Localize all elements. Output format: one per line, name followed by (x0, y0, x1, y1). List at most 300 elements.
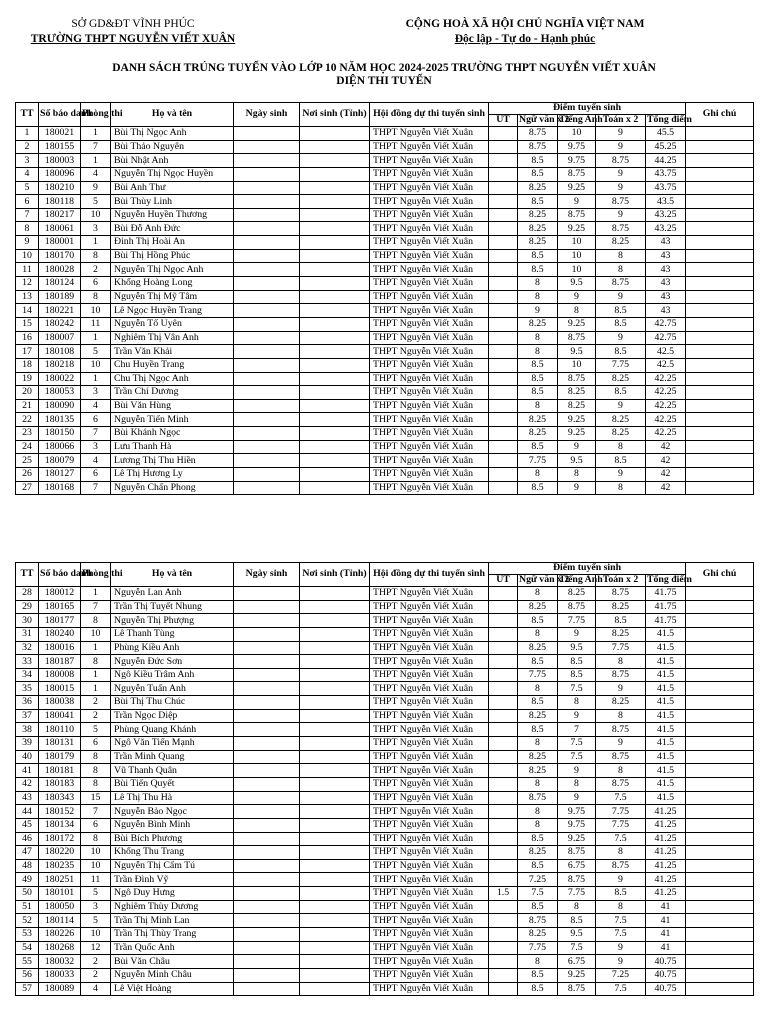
cell-ngaysinh (234, 709, 300, 723)
cell-sbd: 180061 (39, 222, 81, 236)
cell-sbd: 180251 (39, 873, 81, 887)
cell-ut (489, 317, 518, 331)
country-name: CỘNG HOÀ XÃ HỘI CHỦ NGHĨA VIỆT NAM (405, 18, 645, 30)
cell-tong: 45.5 (646, 127, 686, 141)
cell-sbd: 180118 (39, 195, 81, 209)
cell-tt: 19 (16, 372, 39, 386)
cell-toan: 8.75 (596, 668, 646, 682)
cell-phong: 5 (81, 195, 111, 209)
cell-noisinh (300, 696, 370, 710)
cell-hoten: Nguyễn Bình Minh (111, 818, 234, 832)
cell-anh: 6.75 (558, 859, 596, 873)
cell-tong: 44.25 (646, 154, 686, 168)
cell-van: 8 (518, 818, 558, 832)
cell-van: 8.5 (518, 900, 558, 914)
cell-ngaysinh (234, 440, 300, 454)
cell-toan: 8 (596, 846, 646, 860)
cell-tong: 43.75 (646, 181, 686, 195)
cell-ut (489, 454, 518, 468)
cell-ngaysinh (234, 222, 300, 236)
cell-van: 8.5 (518, 968, 558, 982)
cell-ut (489, 140, 518, 154)
cell-hoidong: THPT Nguyễn Viết Xuân (370, 668, 489, 682)
cell-anh: 10 (558, 358, 596, 372)
cell-van: 8.5 (518, 167, 558, 181)
cell-anh: 8.5 (558, 668, 596, 682)
cell-sbd: 180268 (39, 941, 81, 955)
table-row (16, 900, 754, 914)
cell-toan: 8.5 (596, 317, 646, 331)
cell-tong: 41 (646, 941, 686, 955)
cell-sbd: 180066 (39, 440, 81, 454)
cell-tt: 26 (16, 468, 39, 482)
cell-ut (489, 928, 518, 942)
cell-tong: 43 (646, 249, 686, 263)
cell-van: 8.75 (518, 914, 558, 928)
cell-ngaysinh (234, 968, 300, 982)
cell-toan: 8 (596, 481, 646, 495)
cell-tt: 45 (16, 818, 39, 832)
cell-sbd: 180155 (39, 140, 81, 154)
cell-hoidong: THPT Nguyễn Viết Xuân (370, 358, 489, 372)
cell-tong: 42.25 (646, 399, 686, 413)
cell-anh: 9.25 (558, 968, 596, 982)
cell-ut (489, 345, 518, 359)
cell-hoten: Khổng Hoàng Long (111, 277, 234, 291)
cell-toan: 9 (596, 399, 646, 413)
cell-toan: 8.5 (596, 614, 646, 628)
cell-ghichu (686, 358, 754, 372)
cell-phong: 3 (81, 386, 111, 400)
cell-hoidong: THPT Nguyễn Viết Xuân (370, 791, 489, 805)
cell-hoten: Chu Thị Ngọc Anh (111, 372, 234, 386)
cell-anh: 9.5 (558, 345, 596, 359)
cell-toan: 8 (596, 263, 646, 277)
cell-van: 8.5 (518, 481, 558, 495)
cell-hoidong: THPT Nguyễn Viết Xuân (370, 805, 489, 819)
cell-tt: 2 (16, 140, 39, 154)
cell-van: 8.5 (518, 696, 558, 710)
cell-hoten: Chu Huyền Trang (111, 358, 234, 372)
cell-hoten: Bùi Thị Ngọc Anh (111, 127, 234, 141)
cell-van: 8 (518, 331, 558, 345)
cell-noisinh (300, 127, 370, 141)
cell-sbd: 180028 (39, 263, 81, 277)
cell-ghichu (686, 682, 754, 696)
cell-hoten: Khổng Thu Trang (111, 846, 234, 860)
cell-anh: 7.5 (558, 737, 596, 751)
cell-ghichu (686, 750, 754, 764)
cell-tong: 43 (646, 263, 686, 277)
col-ut: UT (489, 115, 518, 127)
cell-hoidong: THPT Nguyễn Viết Xuân (370, 682, 489, 696)
cell-hoten: Lê Thị Thu Hà (111, 791, 234, 805)
cell-ut (489, 791, 518, 805)
table-row (16, 614, 754, 628)
cell-ut (489, 277, 518, 291)
cell-ngaysinh (234, 372, 300, 386)
cell-noisinh (300, 737, 370, 751)
cell-phong: 5 (81, 887, 111, 901)
cell-van: 8.25 (518, 236, 558, 250)
cell-van: 8.25 (518, 600, 558, 614)
cell-hoidong: THPT Nguyễn Viết Xuân (370, 928, 489, 942)
table-row (16, 723, 754, 737)
cell-ghichu (686, 764, 754, 778)
cell-toan: 8 (596, 440, 646, 454)
cell-phong: 7 (81, 140, 111, 154)
cell-tt: 24 (16, 440, 39, 454)
cell-sbd: 180183 (39, 777, 81, 791)
cell-noisinh (300, 222, 370, 236)
cell-sbd: 180079 (39, 454, 81, 468)
cell-ut (489, 195, 518, 209)
cell-phong: 8 (81, 832, 111, 846)
cell-ngaysinh (234, 641, 300, 655)
cell-hoidong: THPT Nguyễn Viết Xuân (370, 859, 489, 873)
table-row (16, 263, 754, 277)
cell-ghichu (686, 955, 754, 969)
cell-sbd: 180172 (39, 832, 81, 846)
cell-van: 8.5 (518, 832, 558, 846)
col-van: Ngữ văn x 2 (519, 114, 570, 126)
cell-tt: 51 (16, 900, 39, 914)
cell-van: 8 (518, 737, 558, 751)
cell-van: 8.5 (518, 195, 558, 209)
cell-hoten: Trần Thị Thùy Trang (111, 928, 234, 942)
cell-tong: 42.25 (646, 372, 686, 386)
cell-ut (489, 859, 518, 873)
cell-phong: 6 (81, 737, 111, 751)
cell-noisinh (300, 764, 370, 778)
cell-tong: 41.5 (646, 709, 686, 723)
cell-sbd: 180053 (39, 386, 81, 400)
cell-tt: 4 (16, 167, 39, 181)
cell-sbd: 180003 (39, 154, 81, 168)
cell-ut (489, 614, 518, 628)
cell-sbd: 180220 (39, 846, 81, 860)
cell-toan: 7.5 (596, 791, 646, 805)
cell-phong: 3 (81, 440, 111, 454)
cell-tong: 41.5 (646, 641, 686, 655)
cell-sbd: 180110 (39, 723, 81, 737)
col-anh: Tiếng Anh (559, 574, 603, 586)
cell-ngaysinh (234, 427, 300, 441)
cell-ut (489, 941, 518, 955)
cell-hoidong: THPT Nguyễn Viết Xuân (370, 641, 489, 655)
cell-noisinh (300, 627, 370, 641)
col-phong: Phòng thi (81, 563, 111, 587)
col-toan: Toán x 2 (596, 115, 646, 127)
cell-ut (489, 331, 518, 345)
cell-toan: 9 (596, 181, 646, 195)
cell-ngaysinh (234, 955, 300, 969)
cell-toan: 9 (596, 955, 646, 969)
cell-hoidong: THPT Nguyễn Viết Xuân (370, 696, 489, 710)
cell-hoidong: THPT Nguyễn Viết Xuân (370, 750, 489, 764)
cell-tt: 17 (16, 345, 39, 359)
cell-noisinh (300, 982, 370, 996)
table-row (16, 468, 754, 482)
cell-noisinh (300, 846, 370, 860)
cell-phong: 3 (81, 900, 111, 914)
cell-sbd: 180187 (39, 655, 81, 669)
cell-tong: 41.25 (646, 887, 686, 901)
cell-anh: 9.75 (558, 805, 596, 819)
cell-ngaysinh (234, 900, 300, 914)
cell-hoten: Lê Thanh Tùng (111, 627, 234, 641)
cell-tt: 18 (16, 358, 39, 372)
cell-phong: 4 (81, 454, 111, 468)
cell-phong: 9 (81, 181, 111, 195)
cell-noisinh (300, 777, 370, 791)
table-row (16, 846, 754, 860)
cell-ngaysinh (234, 195, 300, 209)
cell-ngaysinh (234, 737, 300, 751)
cell-phong: 1 (81, 236, 111, 250)
cell-hoidong: THPT Nguyễn Viết Xuân (370, 154, 489, 168)
cell-tt: 21 (16, 399, 39, 413)
cell-phong: 6 (81, 277, 111, 291)
cell-ghichu (686, 928, 754, 942)
cell-ut: 1.5 (489, 887, 518, 901)
cell-hoten: Ngô Duy Hưng (111, 887, 234, 901)
cell-tong: 40.75 (646, 968, 686, 982)
cell-ngaysinh (234, 413, 300, 427)
cell-ngaysinh (234, 655, 300, 669)
cell-toan: 7.5 (596, 982, 646, 996)
cell-tong: 43 (646, 304, 686, 318)
cell-ut (489, 386, 518, 400)
cell-anh: 8.75 (558, 982, 596, 996)
cell-ngaysinh (234, 127, 300, 141)
cell-hoten: Vũ Thanh Quân (111, 764, 234, 778)
cell-tong: 41.5 (646, 668, 686, 682)
cell-anh: 9 (558, 627, 596, 641)
cell-sbd: 180015 (39, 682, 81, 696)
cell-tt: 57 (16, 982, 39, 996)
cell-tt: 14 (16, 304, 39, 318)
cell-noisinh (300, 304, 370, 318)
cell-van: 8.25 (518, 208, 558, 222)
cell-ut (489, 358, 518, 372)
cell-tong: 43.25 (646, 208, 686, 222)
cell-noisinh (300, 263, 370, 277)
cell-tong: 41.25 (646, 873, 686, 887)
cell-ghichu (686, 982, 754, 996)
cell-anh: 8 (558, 696, 596, 710)
cell-ngaysinh (234, 668, 300, 682)
cell-ghichu (686, 236, 754, 250)
cell-phong: 7 (81, 427, 111, 441)
cell-tt: 48 (16, 859, 39, 873)
cell-ut (489, 846, 518, 860)
cell-tt: 9 (16, 236, 39, 250)
admission-table-1 (15, 102, 754, 495)
cell-anh: 10 (558, 249, 596, 263)
cell-toan: 7.5 (596, 928, 646, 942)
cell-phong: 1 (81, 154, 111, 168)
table-row (16, 600, 754, 614)
cell-ut (489, 481, 518, 495)
cell-toan: 9 (596, 127, 646, 141)
cell-tt: 47 (16, 846, 39, 860)
cell-phong: 12 (81, 941, 111, 955)
cell-ut (489, 723, 518, 737)
cell-ngaysinh (234, 723, 300, 737)
cell-sbd: 180124 (39, 277, 81, 291)
col-ut: UT (489, 575, 518, 587)
table-row (16, 668, 754, 682)
cell-phong: 5 (81, 723, 111, 737)
cell-ghichu (686, 805, 754, 819)
cell-sbd: 180101 (39, 887, 81, 901)
table-row (16, 222, 754, 236)
cell-van: 8.25 (518, 764, 558, 778)
cell-anh: 7.75 (558, 614, 596, 628)
cell-ghichu (686, 249, 754, 263)
cell-ngaysinh (234, 331, 300, 345)
cell-hoten: Ngô Văn Tiến Mạnh (111, 737, 234, 751)
cell-sbd: 180240 (39, 627, 81, 641)
table-row (16, 167, 754, 181)
cell-noisinh (300, 181, 370, 195)
table-row (16, 236, 754, 250)
cell-hoidong: THPT Nguyễn Viết Xuân (370, 846, 489, 860)
cell-ut (489, 832, 518, 846)
cell-ghichu (686, 859, 754, 873)
cell-noisinh (300, 914, 370, 928)
cell-anh: 7.5 (558, 682, 596, 696)
cell-ngaysinh (234, 181, 300, 195)
cell-hoidong: THPT Nguyễn Viết Xuân (370, 454, 489, 468)
cell-ghichu (686, 777, 754, 791)
table-row (16, 249, 754, 263)
cell-phong: 7 (81, 805, 111, 819)
cell-tong: 41.5 (646, 682, 686, 696)
cell-ghichu (686, 345, 754, 359)
cell-hoten: Ngô Kiều Trâm Anh (111, 668, 234, 682)
cell-ngaysinh (234, 290, 300, 304)
cell-ut (489, 427, 518, 441)
cell-tt: 42 (16, 777, 39, 791)
cell-anh: 9.5 (558, 928, 596, 942)
cell-ngaysinh (234, 914, 300, 928)
table-row (16, 955, 754, 969)
cell-sbd: 180235 (39, 859, 81, 873)
cell-phong: 6 (81, 468, 111, 482)
cell-tt: 20 (16, 386, 39, 400)
cell-hoidong: THPT Nguyễn Viết Xuân (370, 614, 489, 628)
cell-sbd: 180001 (39, 236, 81, 250)
cell-ghichu (686, 818, 754, 832)
cell-tong: 42.5 (646, 358, 686, 372)
cell-hoten: Nguyễn Thị Cẩm Tú (111, 859, 234, 873)
cell-hoidong: THPT Nguyễn Viết Xuân (370, 777, 489, 791)
cell-ngaysinh (234, 873, 300, 887)
cell-phong: 1 (81, 372, 111, 386)
cell-tong: 41.5 (646, 655, 686, 669)
cell-van: 8.25 (518, 413, 558, 427)
cell-tt: 33 (16, 655, 39, 669)
cell-ghichu (686, 195, 754, 209)
cell-ut (489, 982, 518, 996)
cell-van: 8.75 (518, 791, 558, 805)
cell-tt: 44 (16, 805, 39, 819)
cell-ghichu (686, 941, 754, 955)
cell-ngaysinh (234, 140, 300, 154)
cell-tong: 41.5 (646, 764, 686, 778)
cell-tong: 43.25 (646, 222, 686, 236)
cell-phong: 15 (81, 791, 111, 805)
col-tt: TT (16, 563, 39, 587)
cell-tong: 42 (646, 440, 686, 454)
cell-sbd: 180221 (39, 304, 81, 318)
cell-phong: 10 (81, 627, 111, 641)
cell-tt: 31 (16, 627, 39, 641)
cell-ghichu (686, 454, 754, 468)
cell-sbd: 180135 (39, 413, 81, 427)
cell-ghichu (686, 600, 754, 614)
cell-noisinh (300, 481, 370, 495)
cell-ut (489, 805, 518, 819)
cell-anh: 6.75 (558, 955, 596, 969)
cell-phong: 4 (81, 167, 111, 181)
cell-tong: 42 (646, 468, 686, 482)
col-toan: Toán x 2 (596, 575, 646, 587)
cell-ngaysinh (234, 277, 300, 291)
table-row (16, 372, 754, 386)
table-row (16, 358, 754, 372)
cell-hoten: Nguyễn Thị Ngọc Anh (111, 263, 234, 277)
cell-phong: 1 (81, 331, 111, 345)
cell-hoidong: THPT Nguyễn Viết Xuân (370, 345, 489, 359)
cell-anh: 8.25 (558, 386, 596, 400)
cell-phong: 3 (81, 222, 111, 236)
cell-anh: 8 (558, 304, 596, 318)
col-hoten: Họ và tên (111, 563, 234, 587)
cell-phong: 10 (81, 928, 111, 942)
cell-toan: 9 (596, 331, 646, 345)
cell-ngaysinh (234, 468, 300, 482)
cell-tt: 53 (16, 928, 39, 942)
cell-van: 8 (518, 955, 558, 969)
cell-phong: 1 (81, 668, 111, 682)
cell-ngaysinh (234, 982, 300, 996)
col-tong: Tổng điểm (647, 574, 692, 586)
cell-toan: 8.75 (596, 154, 646, 168)
cell-van: 8 (518, 468, 558, 482)
cell-toan: 8.75 (596, 277, 646, 291)
cell-anh: 9 (558, 709, 596, 723)
cell-van: 8.25 (518, 222, 558, 236)
cell-hoten: Phùng Kiều Anh (111, 641, 234, 655)
cell-phong: 4 (81, 982, 111, 996)
cell-tt: 30 (16, 614, 39, 628)
cell-ut (489, 709, 518, 723)
cell-hoidong: THPT Nguyễn Viết Xuân (370, 818, 489, 832)
cell-tong: 43 (646, 290, 686, 304)
cell-ut (489, 750, 518, 764)
cell-noisinh (300, 887, 370, 901)
col-sbd: Số báo danh (39, 563, 81, 587)
cell-hoten: Bùi Khánh Ngọc (111, 427, 234, 441)
cell-sbd: 180012 (39, 587, 81, 601)
cell-sbd: 180016 (39, 641, 81, 655)
col-sbd: Số báo danh (39, 103, 81, 127)
cell-tt: 41 (16, 764, 39, 778)
cell-toan: 8.25 (596, 413, 646, 427)
